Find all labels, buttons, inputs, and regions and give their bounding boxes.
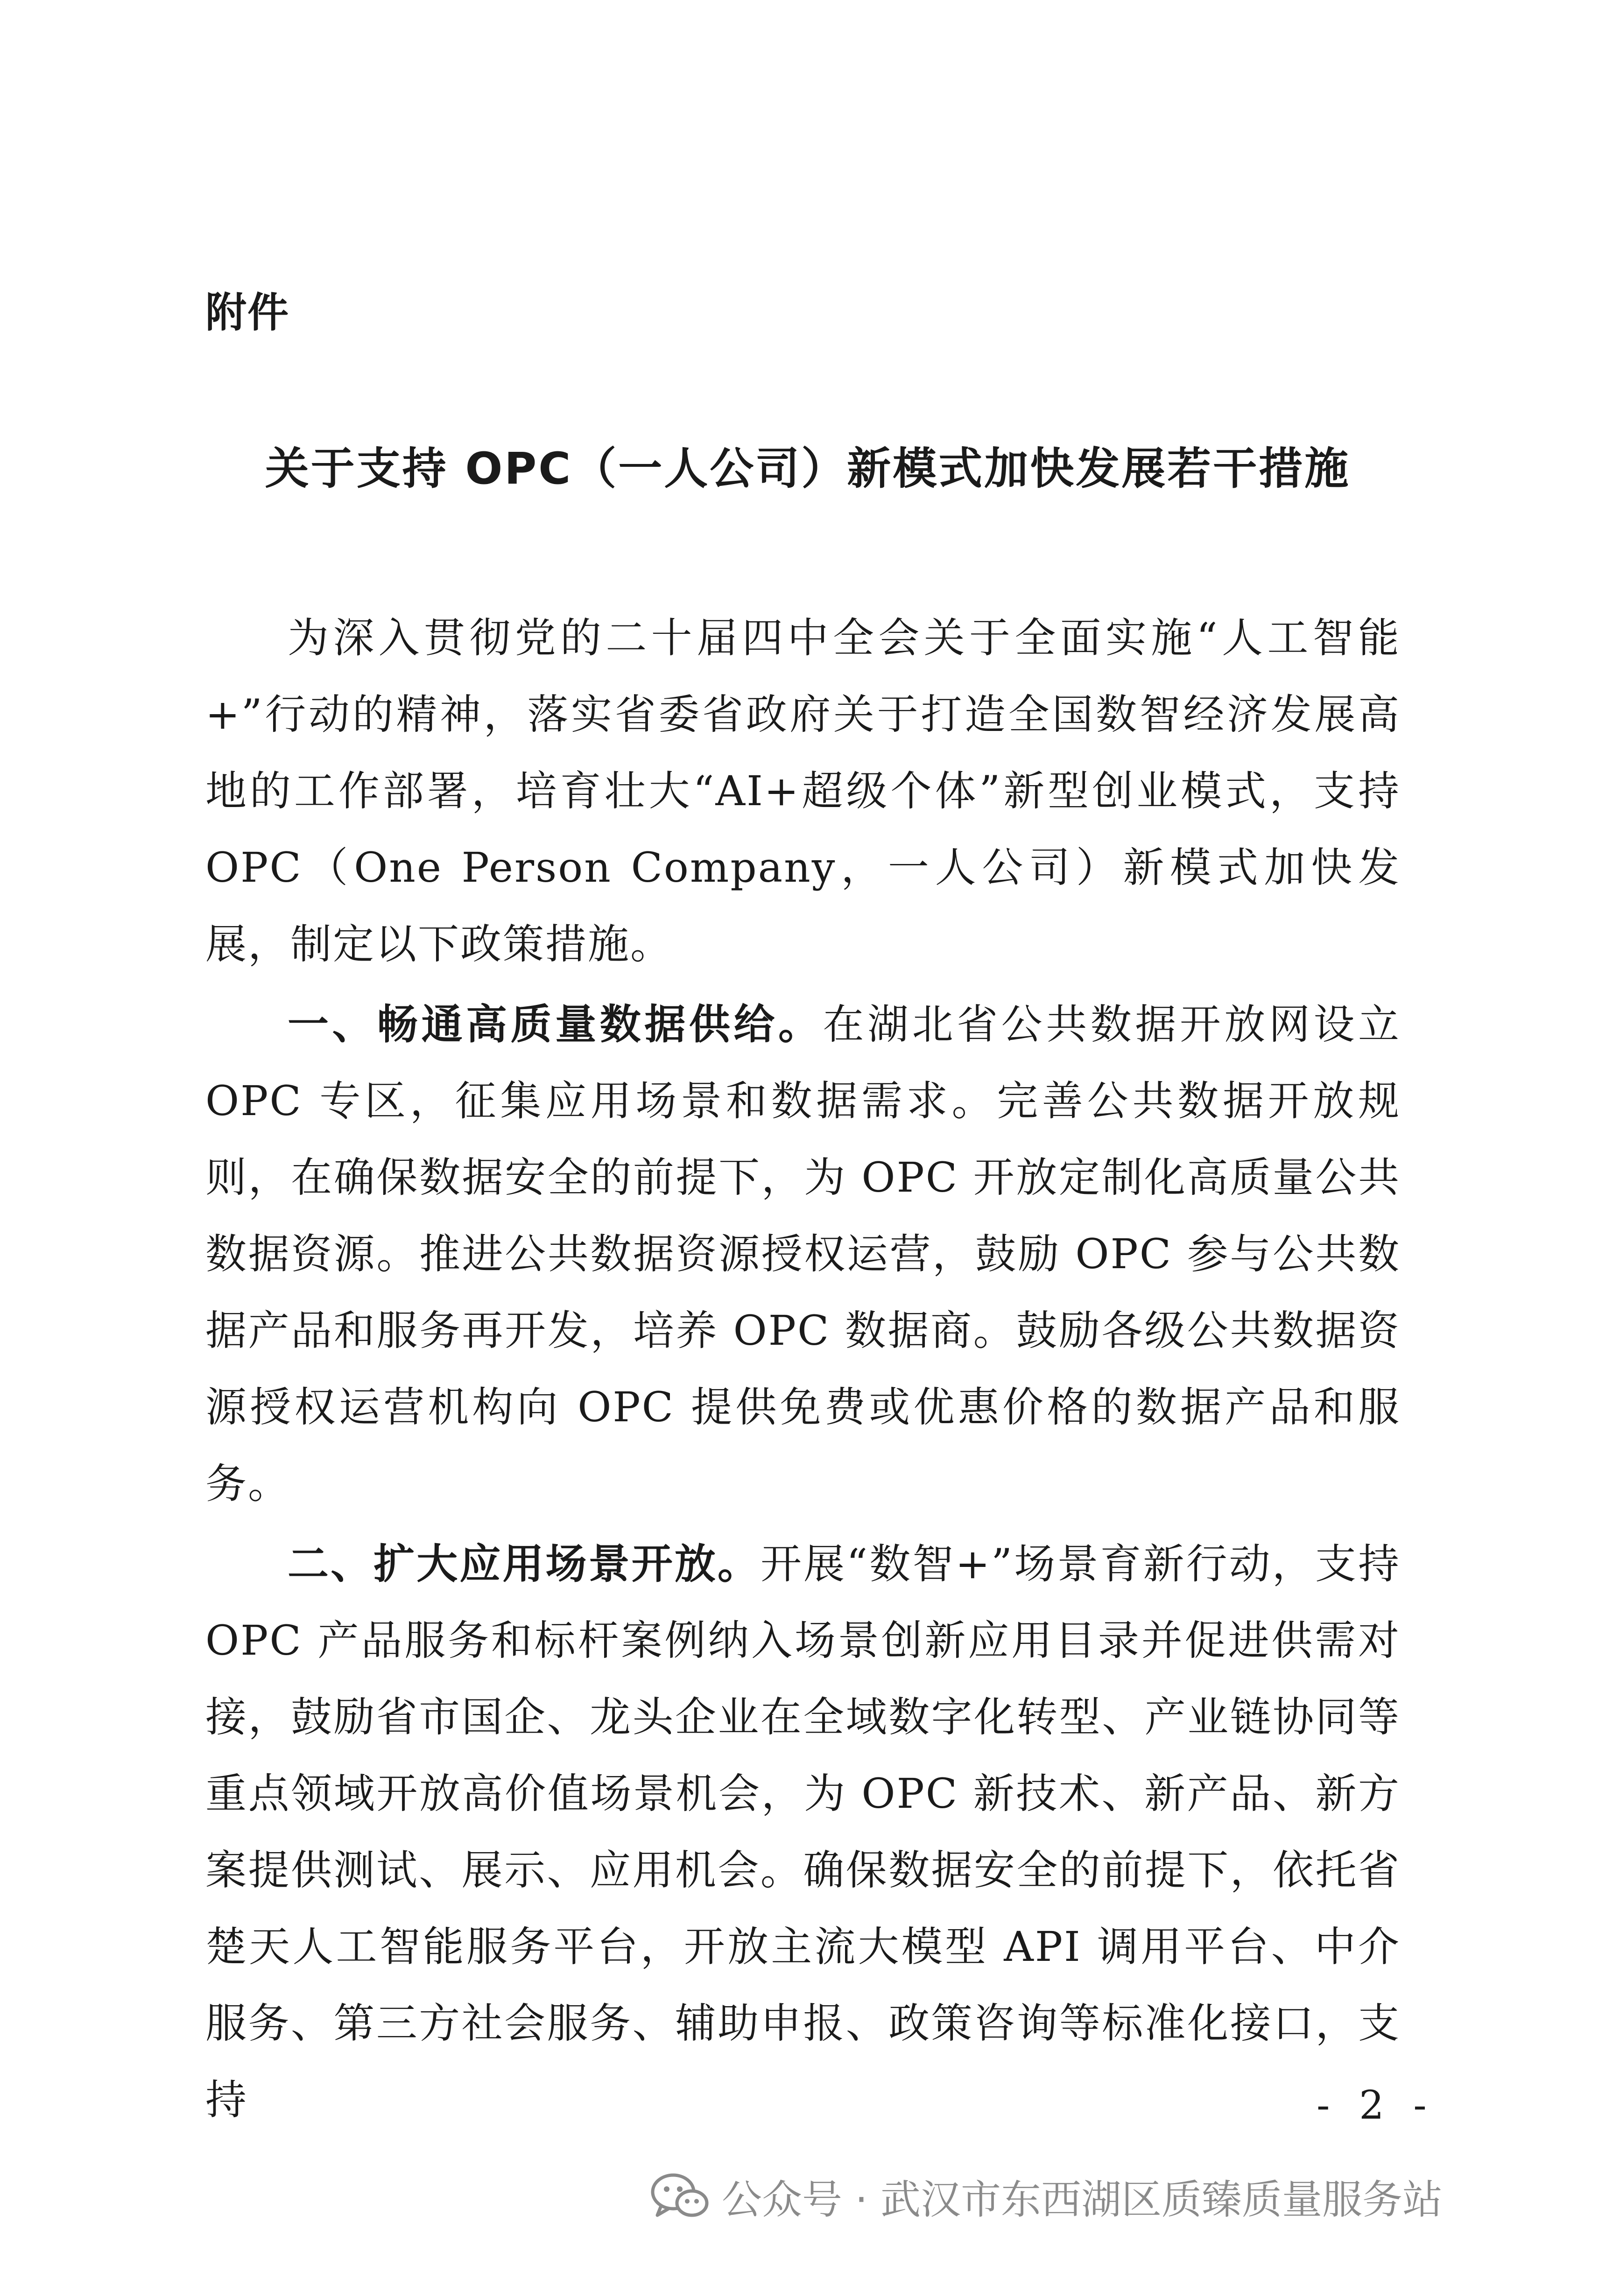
intro-paragraph: 为深入贯彻党的二十届四中全会关于全面实施“人工智能+”行动的精神，落实省委省政府关于打造全国数智经济发展高地的工作部署，培育壮大“AI+超级个体”新型创业模式，支持 OPC（One Person Company，一人公司）新模式加快发展，制定以下政策措施。 bbox=[205, 614, 1401, 968]
item-text-1: 在湖北省公共数据开放网设立 OPC 专区，征集应用场景和数据需求。完善公共数据开放规则，在确保数据安全的前提下，为 OPC 开放定制化高质量公共数据资源。推进公共数据资源授权运营，鼓励 OPC 参与公共数据产品和服务再开发，培养 OPC 数据商。鼓励各级公共数据资源授权运营机构向 OPC 提供免费或优惠价格的数据产品和服务。 bbox=[205, 1000, 1401, 1508]
document-title: 关于支持 OPC（一人公司）新模式加快发展若干措施 bbox=[265, 443, 1351, 494]
item-paragraph-2 bbox=[205, 1526, 1401, 2138]
page-number: - 2 - bbox=[1317, 2082, 1435, 2128]
item-heading-1: 一、畅通高质量数据供给。 bbox=[288, 1000, 823, 1048]
attachment-label: 附件 bbox=[205, 288, 290, 337]
watermark-text: 公众号 · 武汉市东西湖区质臻质量服务站 bbox=[722, 2177, 1443, 2223]
item-paragraph-1 bbox=[205, 986, 1401, 1522]
document-body bbox=[205, 600, 1401, 2138]
item-text-2: 开展“数智+”场景育新行动，支持 OPC 产品服务和标杆案例纳入场景创新应用目录并促进供需对接，鼓励省市国企、龙头企业在全域数字化转型、产业链协同等重点领域开放高价值场景机会，为 OPC 新技术、新产品、新方案提供测试、展示、应用机会。确保数据安全的前提下，依托省楚天人工智能服务平台，开放主流大模型 API 调用平台、中介服务、第三方社会服务、辅助申报、政策咨询等标准化接口，支持 bbox=[205, 1540, 1401, 2124]
wechat-icon bbox=[649, 2170, 710, 2222]
watermark bbox=[649, 2166, 1443, 2226]
item-heading-2: 二、扩大应用场景开放。 bbox=[288, 1540, 761, 1588]
